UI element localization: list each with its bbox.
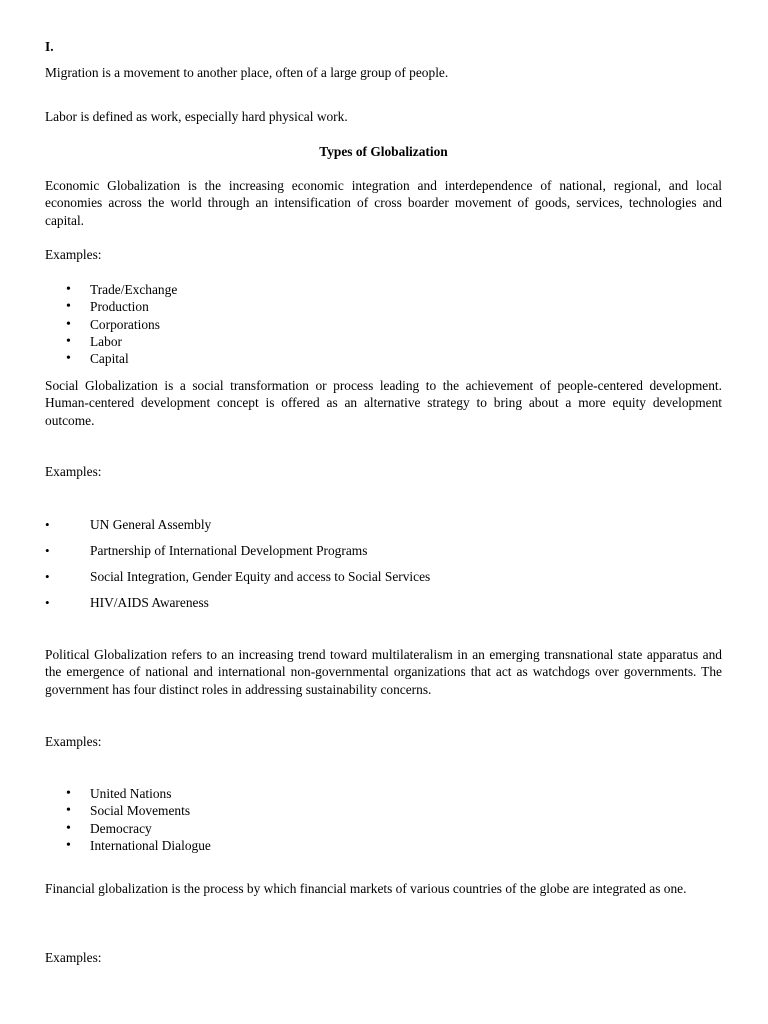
- page-title: Types of Globalization: [319, 144, 448, 159]
- list-item: • International Dialogue: [45, 837, 722, 854]
- section-number: I.: [45, 39, 54, 54]
- economic-paragraph: Economic Globalization is the increasing economic integration and interdependence of national, regional, and local economies across the world through an intensification of cross boarder movement of goods, services, technologies and capital.: [45, 178, 722, 228]
- political-examples-list: [45, 785, 722, 854]
- list-item: • Production: [45, 298, 722, 315]
- list-item: • HIV/AIDS Awareness: [45, 594, 722, 620]
- political-examples-label: Examples:: [45, 734, 102, 749]
- list-item: • Corporations: [45, 316, 722, 333]
- list-item: • Social Integration, Gender Equity and access to Social Services: [45, 568, 722, 594]
- social-paragraph: Social Globalization is a social transformation or process leading to the achievement of people-centered development. Human-centered development concept is offered as an alternative strategy to bring about a more equity development outcome.: [45, 378, 722, 428]
- social-examples-list: [45, 516, 722, 620]
- list-item: • Democracy: [45, 820, 722, 837]
- list-item: • Trade/Exchange: [45, 281, 722, 298]
- list-item: • Social Movements: [45, 802, 722, 819]
- financial-paragraph: Financial globalization is the process by which financial markets of various countries of the globe are integrated as one.: [45, 881, 687, 896]
- list-item: • Partnership of International Development Programs: [45, 542, 722, 568]
- economic-examples-list: [45, 281, 722, 367]
- list-item: • Labor: [45, 333, 722, 350]
- list-item: • Capital: [45, 350, 722, 367]
- political-paragraph: Political Globalization refers to an increasing trend toward multilateralism in an emerging transnational state apparatus and the emergence of national and international non-governmental organizations that act as watchdogs over governments. The government has four distinct roles in addressing sustainability concerns.: [45, 647, 722, 697]
- list-item: • United Nations: [45, 785, 722, 802]
- financial-examples-label: Examples:: [45, 950, 102, 965]
- labor-definition: Labor is defined as work, especially hard physical work.: [45, 109, 348, 124]
- list-item: • UN General Assembly: [45, 516, 722, 542]
- migration-definition: Migration is a movement to another place, often of a large group of people.: [45, 65, 449, 80]
- social-examples-label: Examples:: [45, 464, 102, 479]
- economic-examples-label: Examples:: [45, 247, 102, 262]
